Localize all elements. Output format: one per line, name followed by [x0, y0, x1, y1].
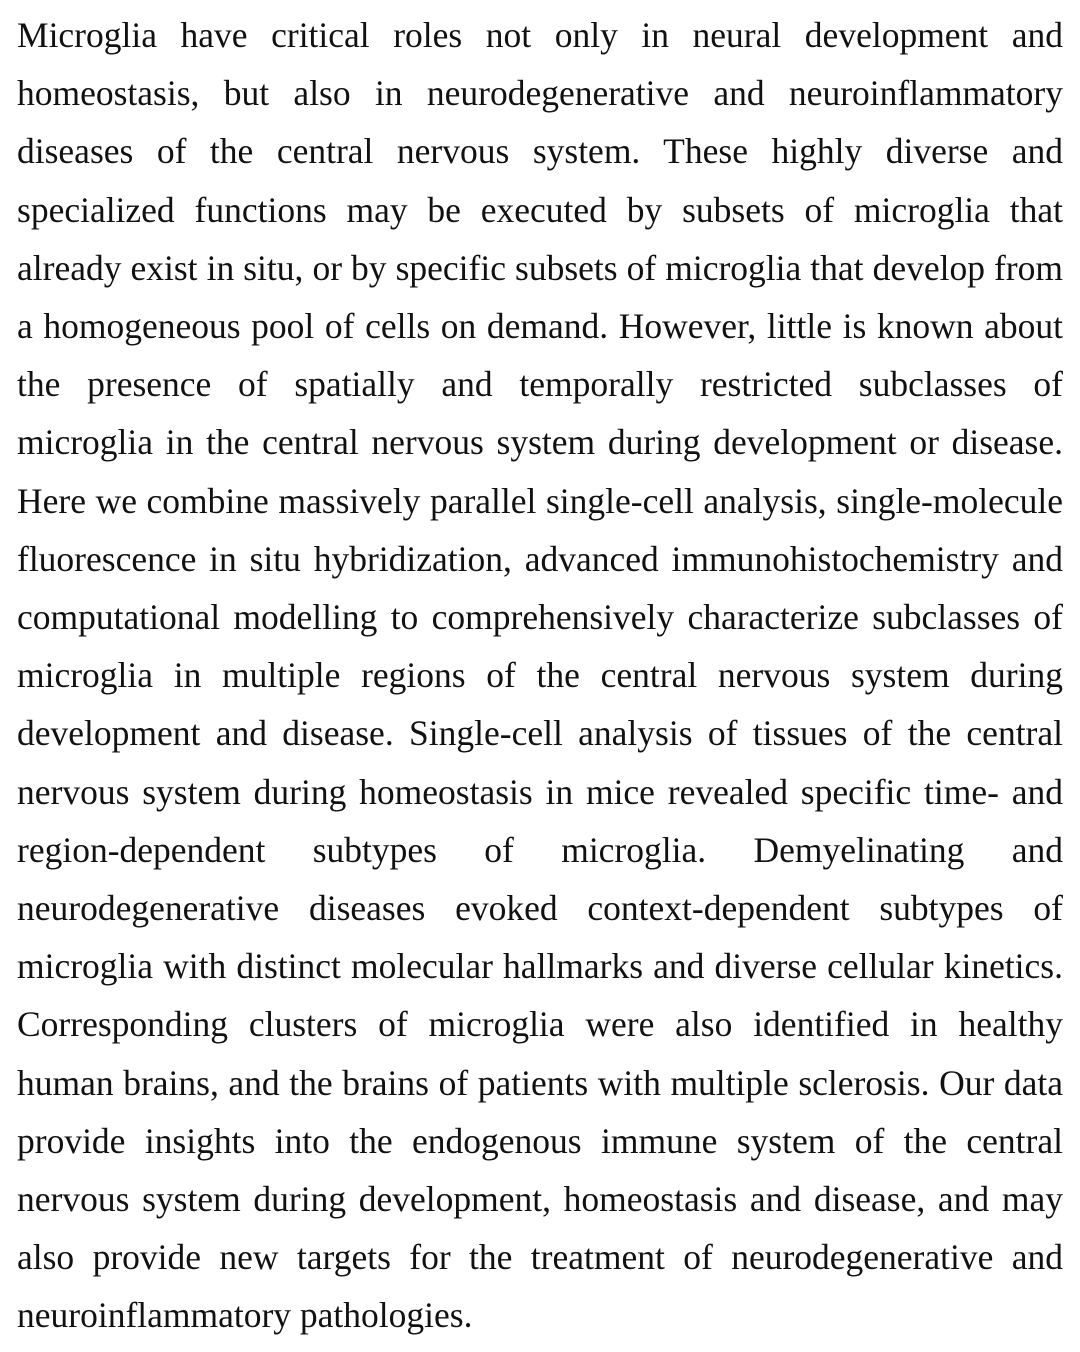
abstract-paragraph: Microglia have critical roles not only in neural development and homeostasis, but also in neurodegenerative and neuroinflammatory diseases of the central nervous system. These highly diverse and specialized functions may be executed by subsets of microglia that already exist in situ, or by specific subsets of microglia that develop from a homogeneous pool of cells on demand. However, little is known about the presence of spatially and temporally restricted subclasses of microglia in the central nervous system during development or disease. Here we combine massively parallel single-cell analysis, single-molecule fluorescence in situ hybridization, advanced immunohistochemistry and computational modelling to comprehensively characterize subclasses of microglia in multiple regions of the central nervous system during development and disease. Single-cell analysis of tissues of the central nervous system during homeostasis in mice revealed specific time- and region-dependent subtypes of microglia. Demyelinating and neurodegenerative diseases evoked context-dependent subtypes of microglia with distinct molecular hallmarks and diverse cellular kinetics. Corresponding clusters of microglia were also identified in healthy human brains, and the brains of patients with multiple sclerosis. Our data provide insights into the endogenous immune system of the central nervous system during development, homeostasis and disease, and may also provide new targets for the treatment of neurodegenerative and neuroinflammatory pathologies.	[17, 15, 1063, 1336]
